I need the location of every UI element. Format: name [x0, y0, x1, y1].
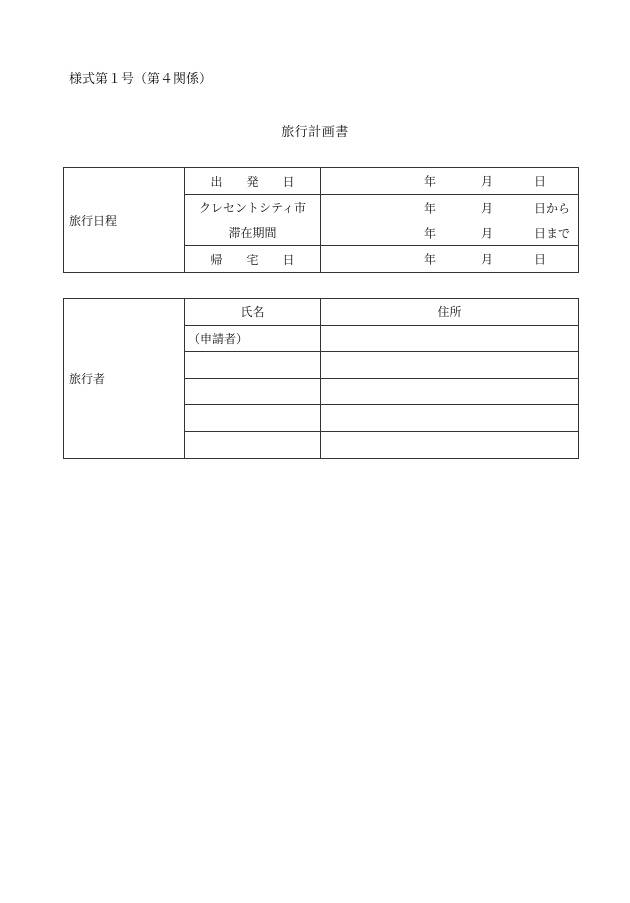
traveler-name-field[interactable] — [185, 325, 321, 352]
day-unit: 日 — [534, 252, 547, 267]
travelers-table — [63, 298, 579, 459]
day-from-unit: 日から — [534, 201, 571, 215]
month-unit: 月 — [481, 201, 494, 215]
traveler-name-field[interactable] — [185, 405, 321, 432]
traveler-address-field[interactable] — [321, 325, 579, 352]
return-date-field[interactable] — [321, 246, 579, 273]
return-date-label: 帰 宅 日 — [185, 246, 321, 273]
traveler-name-field[interactable] — [185, 378, 321, 405]
name-column-header: 氏名 — [185, 299, 321, 326]
stay-period-label: 滞在期間 — [185, 220, 321, 246]
month-unit: 月 — [481, 226, 494, 240]
address-column-header: 住所 — [321, 299, 579, 326]
year-unit: 年 — [424, 174, 437, 189]
year-unit: 年 — [424, 252, 437, 267]
year-unit: 年 — [424, 201, 437, 215]
traveler-address-field[interactable] — [321, 352, 579, 379]
month-unit: 月 — [481, 252, 494, 267]
page-title: 旅行計画書 — [281, 125, 349, 140]
stay-end-date-field[interactable] — [321, 220, 579, 246]
stay-start-date-field[interactable] — [321, 195, 579, 221]
departure-date-field[interactable] — [321, 168, 579, 195]
schedule-section-label: 旅行日程 — [64, 168, 185, 273]
traveler-name-field[interactable] — [185, 352, 321, 379]
traveler-address-field[interactable] — [321, 431, 579, 458]
day-until-unit: 日まで — [534, 226, 571, 240]
traveler-address-field[interactable] — [321, 378, 579, 405]
applicant-note: （申請者） — [188, 331, 249, 346]
traveler-address-field[interactable] — [321, 405, 579, 432]
traveler-name-field[interactable] — [185, 431, 321, 458]
travelers-section-label: 旅行者 — [64, 299, 185, 459]
form-number: 様式第１号（第４関係） — [69, 72, 213, 87]
schedule-table — [63, 167, 579, 273]
day-unit: 日 — [534, 174, 547, 189]
year-unit: 年 — [424, 226, 437, 240]
stay-city-label: クレセントシティ市 — [185, 195, 321, 221]
month-unit: 月 — [481, 174, 494, 189]
departure-date-label: 出 発 日 — [185, 168, 321, 195]
